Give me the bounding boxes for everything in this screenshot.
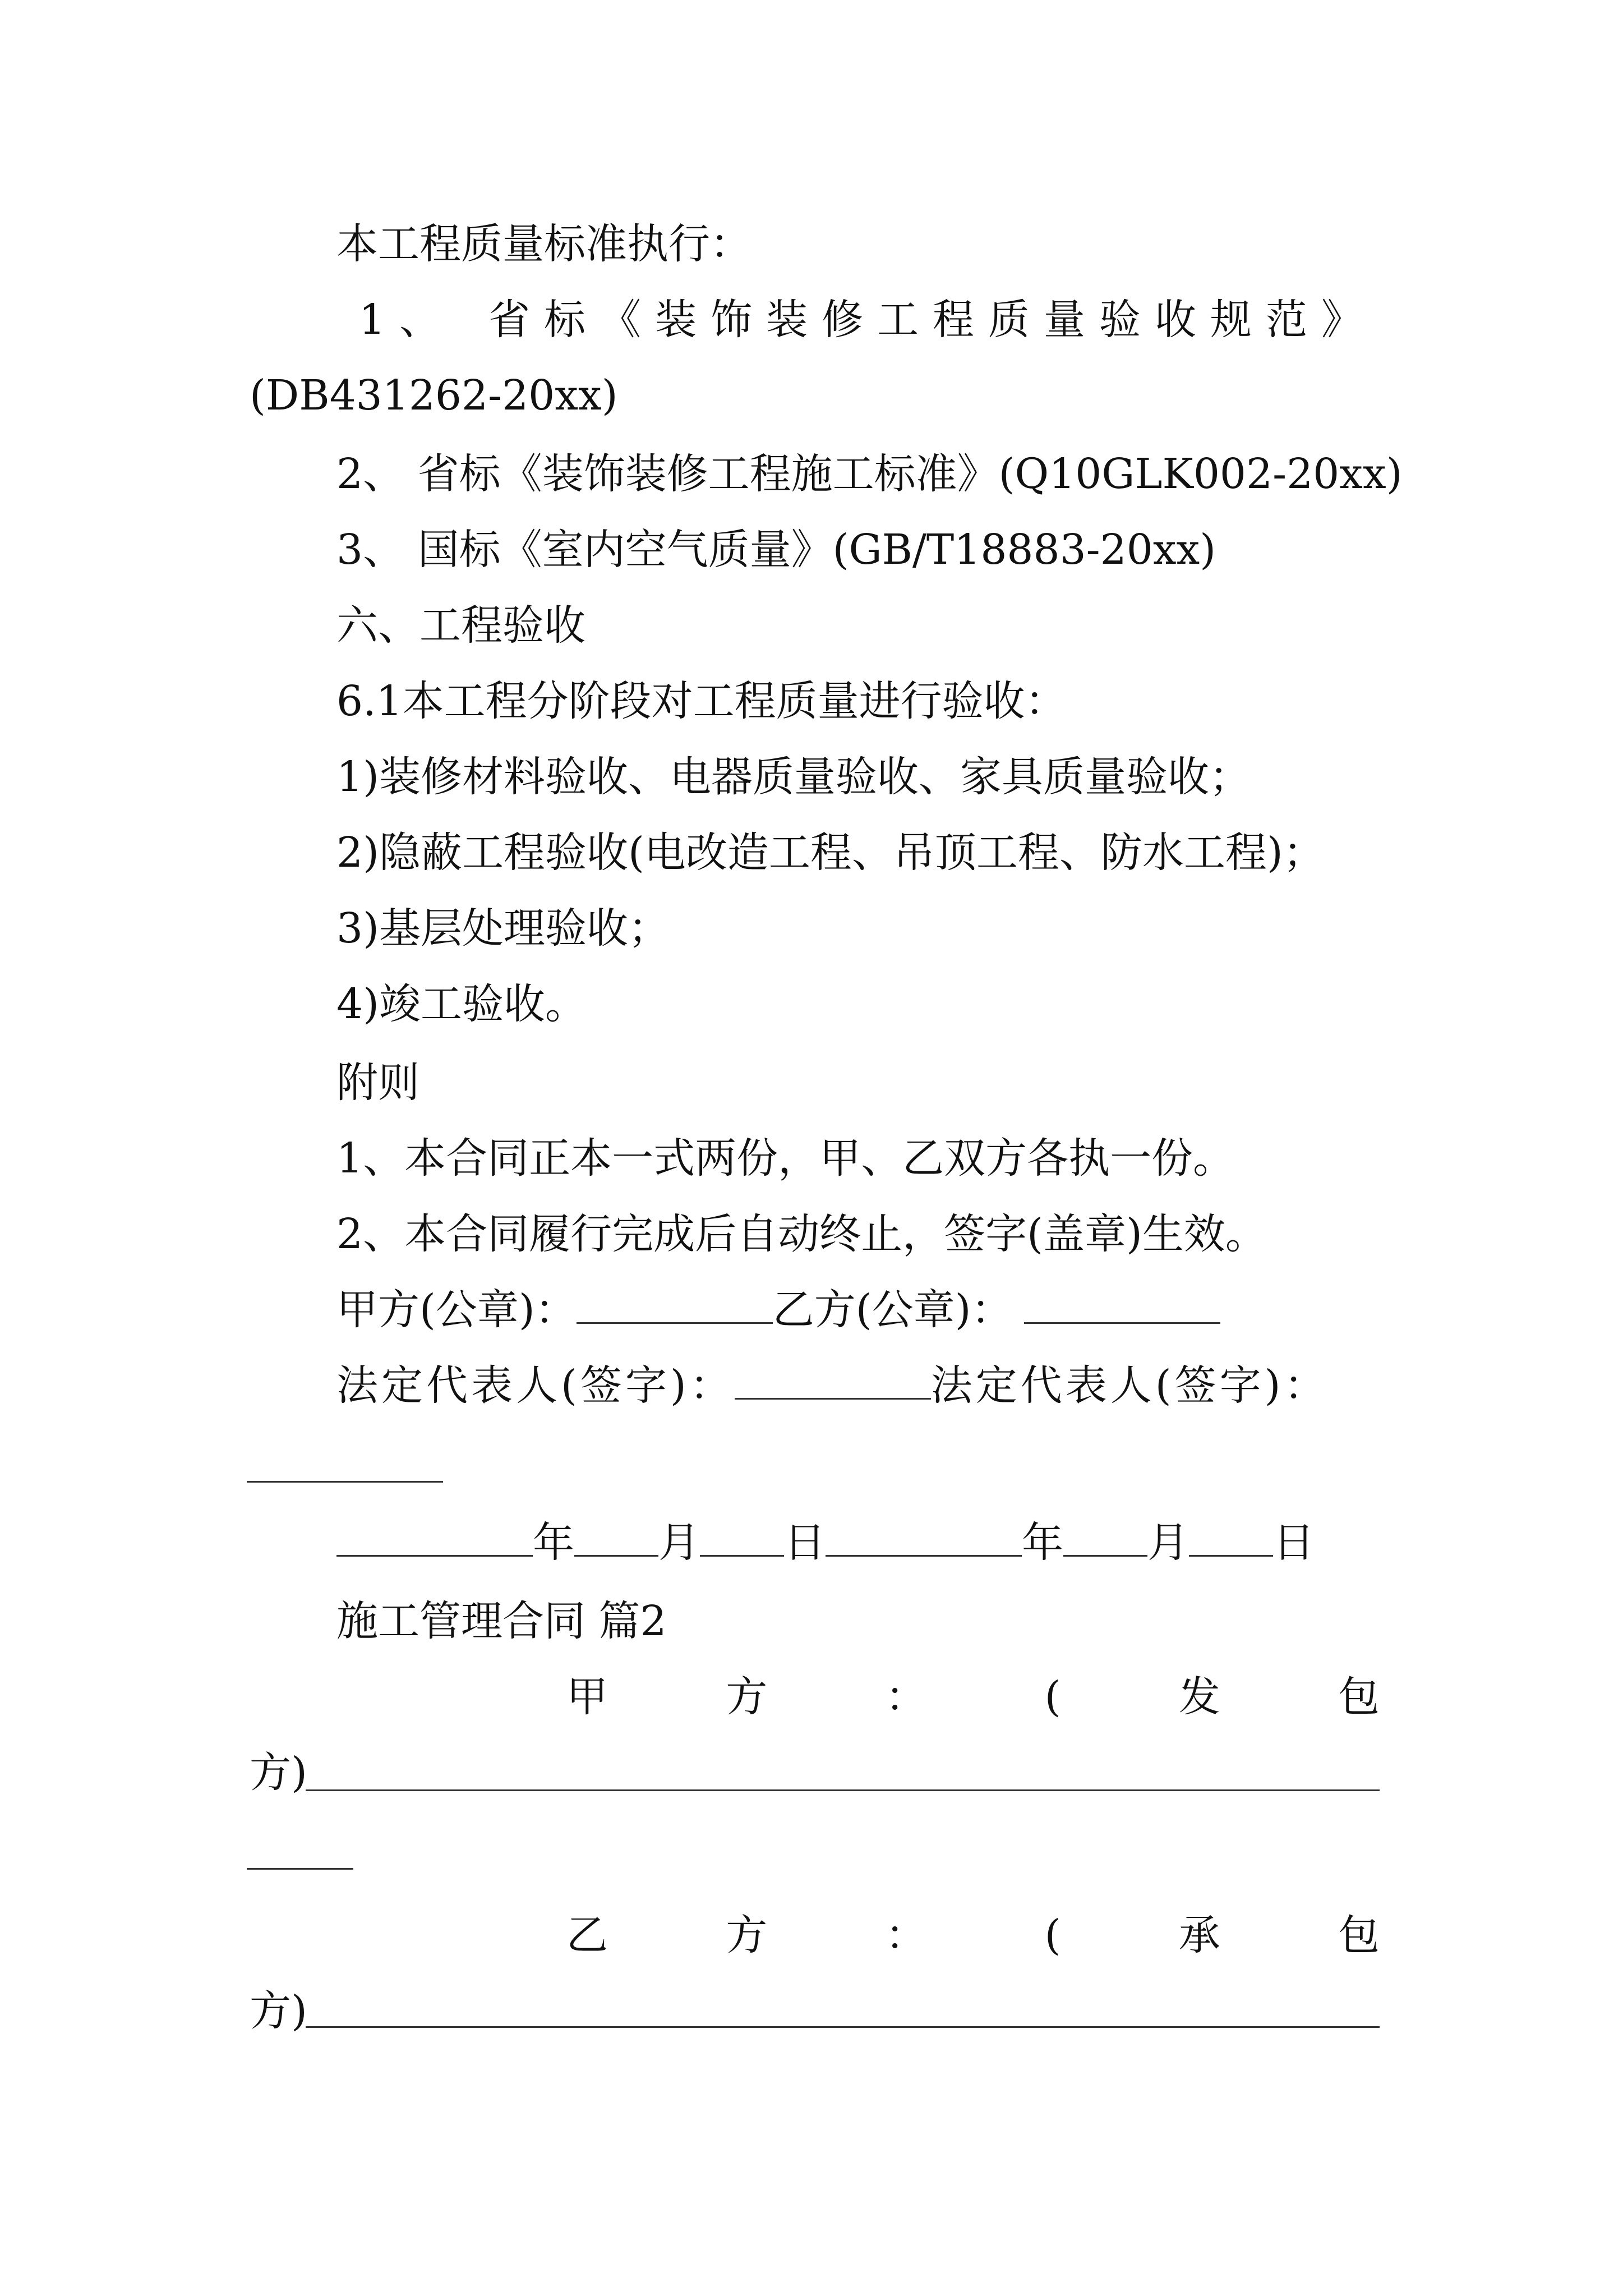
party-a-char: 甲 — [566, 1673, 608, 1721]
party-b-char: 包 — [1338, 1911, 1380, 1959]
party-a-name-blank-cont — [247, 1868, 353, 1870]
acceptance-item-2: 2)隐蔽工程验收(电改造工程、吊顶工程、防水工程)； — [336, 829, 1325, 877]
acceptance-item-1: 1)装修材料验收、电器质量验收、家具质量验收； — [336, 753, 1251, 801]
quality-standard-intro: 本工程质量标准执行： — [336, 220, 751, 268]
party-b-char: ： — [885, 1911, 927, 1959]
acceptance-item-4: 4)竣工验收。 — [336, 980, 587, 1028]
legal-rep-a-blank — [735, 1358, 931, 1400]
std1-char: 量 — [1043, 296, 1085, 344]
party-b-char: ( — [1044, 1911, 1061, 1959]
party-b-seal-blank — [1024, 1282, 1220, 1324]
party-b-char: 乙 — [566, 1911, 608, 1959]
year-label-a: 年 — [533, 1519, 574, 1567]
std1-char: 省 — [488, 296, 531, 344]
std1-char: 标 — [544, 296, 586, 344]
party-a-char: ： — [885, 1673, 927, 1721]
std1-char: 工 — [877, 296, 919, 344]
std1-char: 规 — [1210, 296, 1252, 344]
section-6-title: 六、工程验收 — [336, 601, 585, 650]
party-a-heading — [566, 1669, 1380, 1725]
standard-3: 3、 国标《室内空气质量》(GB/T18883-20xx) — [336, 526, 1216, 574]
month-label-a: 月 — [658, 1519, 700, 1567]
party-a-tail: 方) — [250, 1749, 307, 1797]
party-b-heading — [566, 1907, 1380, 1963]
std1-char: 验 — [1099, 296, 1141, 344]
month-blank-a — [574, 1515, 658, 1557]
standard-2: 2、 省标《装饰装修工程施工标准》(Q10GLK002-20xx) — [336, 450, 1403, 498]
std1-char: 质 — [988, 296, 1030, 344]
std1-char: 装 — [655, 296, 697, 344]
party-b-seal-label: 乙方(公章)： — [772, 1286, 1013, 1334]
legal-rep-b-blank — [247, 1481, 443, 1483]
std1-char: 饰 — [711, 296, 752, 344]
party-a-char: 包 — [1338, 1673, 1380, 1721]
part-2-title: 施工管理合同 篇2 — [336, 1597, 667, 1645]
legal-rep-a-label: 法定代表人(签字)： — [336, 1361, 735, 1410]
acceptance-item-3: 3)基层处理验收； — [336, 904, 670, 953]
std1-char: 范 — [1265, 296, 1307, 344]
legal-rep-line — [336, 1358, 1329, 1414]
year-blank-a — [336, 1515, 533, 1557]
party-b-name-blank — [306, 2026, 1380, 2028]
party-b-char: 承 — [1178, 1911, 1220, 1959]
day-blank-a — [700, 1515, 784, 1557]
party-a-seal-blank — [577, 1282, 773, 1324]
std1-char: 修 — [821, 296, 863, 344]
appendix-item-2: 2、本合同履行完成后自动终止，签字(盖章)生效。 — [336, 1210, 1267, 1258]
standard-1-title — [359, 292, 1363, 348]
legal-rep-b-label: 法定代表人(签字)： — [930, 1361, 1329, 1410]
day-label-b: 日 — [1273, 1519, 1315, 1567]
party-a-name-blank — [306, 1789, 1380, 1791]
party-a-char: 方 — [726, 1673, 768, 1721]
seal-line — [336, 1282, 1220, 1338]
std1-char: 装 — [766, 296, 808, 344]
party-b-char: 方 — [726, 1911, 768, 1959]
std1-char: 1 — [359, 296, 386, 344]
month-label-b: 月 — [1147, 1519, 1189, 1567]
appendix-item-1: 1、本合同正本一式两份，甲、乙双方各执一份。 — [336, 1134, 1235, 1182]
month-blank-b — [1063, 1515, 1147, 1557]
party-b-tail: 方) — [250, 1987, 307, 2035]
party-a-seal-label: 甲方(公章)： — [336, 1286, 577, 1334]
std1-char: 程 — [932, 296, 974, 344]
day-label-a: 日 — [784, 1519, 826, 1567]
date-line — [336, 1515, 1315, 1571]
std1-char: 《 — [600, 296, 642, 344]
party-a-char: ( — [1044, 1673, 1061, 1721]
party-a-char: 发 — [1178, 1673, 1220, 1721]
appendix-title: 附则 — [336, 1059, 419, 1107]
std1-char: 》 — [1321, 296, 1363, 344]
standard-1-code: (DB431262-20xx) — [250, 371, 618, 420]
party-b-line — [250, 1983, 307, 2039]
day-blank-b — [1189, 1515, 1273, 1557]
std1-char: 收 — [1154, 296, 1196, 344]
std1-char: 、 — [399, 296, 441, 344]
section-6-1: 6.1本工程分阶段对工程质量进行验收： — [336, 677, 1067, 725]
year-label-b: 年 — [1022, 1519, 1063, 1567]
year-blank-b — [826, 1515, 1022, 1557]
party-a-line — [250, 1745, 307, 1801]
